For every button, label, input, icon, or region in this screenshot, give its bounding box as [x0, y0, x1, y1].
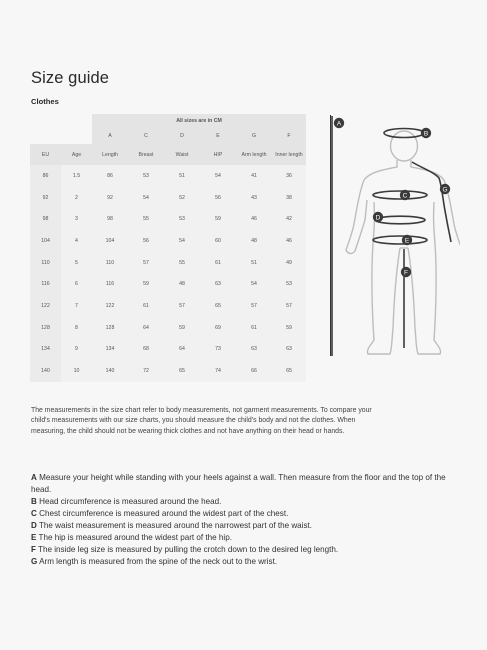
table-cell: 140 — [30, 360, 61, 382]
svg-text:E: E — [404, 237, 410, 245]
table-cell: 65 — [200, 295, 236, 317]
definition-b: B Head circumference is measured around the head. — [31, 497, 222, 506]
table-cell: 61 — [128, 295, 164, 317]
table-cell: 7 — [61, 295, 92, 317]
body-measurement-figure — [330, 112, 460, 362]
table-cell: 65 — [164, 360, 200, 382]
table-letter: D — [164, 128, 200, 144]
table-cell: 3 — [61, 208, 92, 230]
table-cell: 104 — [92, 230, 128, 252]
table-cell: 52 — [164, 187, 200, 209]
head-ring — [384, 129, 424, 138]
table-cell: 66 — [236, 360, 272, 382]
table-row — [30, 165, 306, 187]
table-cell: 1.5 — [61, 165, 92, 187]
table-cell: 60 — [200, 230, 236, 252]
table-cell: 42 — [272, 208, 306, 230]
svg-text:D: D — [375, 214, 381, 222]
table-cell: 72 — [128, 360, 164, 382]
table-row — [30, 230, 306, 252]
table-cell: 57 — [272, 295, 306, 317]
table-cell: 54 — [164, 230, 200, 252]
table-cell: 59 — [128, 273, 164, 295]
table-cell: 53 — [272, 273, 306, 295]
table-cell: 46 — [236, 208, 272, 230]
definition-d: D The waist measurement is measured around the narrowest part of the waist. — [31, 521, 313, 530]
page-title: Size guide — [31, 69, 110, 87]
table-row — [30, 187, 306, 209]
table-header: Inner length — [272, 144, 306, 165]
measurement-definitions — [31, 472, 461, 568]
marker-d — [373, 212, 383, 222]
table-cell: 5 — [61, 252, 92, 274]
definition-a: A Measure your height while standing with your heels against a wall. Then measure from the floor and the top of the head. — [31, 473, 446, 494]
table-letter: C — [128, 128, 164, 144]
table-cell: 2 — [61, 187, 92, 209]
table-cell: 63 — [272, 339, 306, 361]
table-cell: 59 — [200, 208, 236, 230]
table-cell: 68 — [128, 339, 164, 361]
table-header: Arm length — [236, 144, 272, 165]
table-header: Length — [92, 144, 128, 165]
svg-text:B: B — [423, 130, 429, 138]
table-cell: 4 — [61, 230, 92, 252]
definition-g: G Arm length is measured from the spine of the neck out to the wrist. — [31, 557, 278, 566]
table-row — [30, 339, 306, 361]
table-cell: 48 — [236, 230, 272, 252]
table-cell: 86 — [92, 165, 128, 187]
table-cell: 51 — [164, 165, 200, 187]
table-letter: F — [272, 128, 306, 144]
table-row — [30, 317, 306, 339]
table-cell: 51 — [236, 252, 272, 274]
table-cell: 134 — [30, 339, 61, 361]
table-row — [30, 360, 306, 382]
table-note-row — [30, 114, 306, 128]
table-cell: 110 — [30, 252, 61, 274]
definition-e: E The hip is measured around the widest part of the hip. — [31, 533, 232, 542]
table-header: HIP — [200, 144, 236, 165]
table-cell: 54 — [128, 187, 164, 209]
table-cell: 53 — [128, 165, 164, 187]
table-row — [30, 295, 306, 317]
svg-text:F: F — [404, 269, 408, 277]
table-cell: 38 — [272, 187, 306, 209]
table-cell: 63 — [200, 273, 236, 295]
table-cell: 69 — [200, 317, 236, 339]
table-cell: 74 — [200, 360, 236, 382]
table-cell: 122 — [30, 295, 61, 317]
table-header: Age — [61, 144, 92, 165]
table-cell: 57 — [128, 252, 164, 274]
table-cell: 10 — [61, 360, 92, 382]
table-cell: 116 — [30, 273, 61, 295]
table-letters-row — [30, 128, 306, 144]
table-note: All sizes are in CM — [92, 114, 306, 128]
table-cell: 92 — [30, 187, 61, 209]
table-cell: 104 — [30, 230, 61, 252]
table-cell: 55 — [128, 208, 164, 230]
table-cell: 57 — [164, 295, 200, 317]
table-cell: 41 — [236, 165, 272, 187]
table-cell: 128 — [30, 317, 61, 339]
table-cell: 98 — [30, 208, 61, 230]
table-row — [30, 208, 306, 230]
table-cell: 110 — [92, 252, 128, 274]
table-cell: 6 — [61, 273, 92, 295]
table-cell: 48 — [164, 273, 200, 295]
marker-e — [402, 235, 412, 245]
marker-a — [334, 118, 344, 128]
table-cell: 57 — [236, 295, 272, 317]
marker-f — [401, 267, 411, 277]
table-cell: 56 — [200, 187, 236, 209]
table-cell: 53 — [164, 208, 200, 230]
table-cell: 56 — [128, 230, 164, 252]
marker-c — [400, 190, 410, 200]
table-header: Breast — [128, 144, 164, 165]
table-letter: E — [200, 128, 236, 144]
table-cell: 92 — [92, 187, 128, 209]
table-cell: 9 — [61, 339, 92, 361]
svg-text:A: A — [336, 120, 342, 128]
table-cell: 86 — [30, 165, 61, 187]
marker-b — [421, 128, 431, 138]
table-letter: G — [236, 128, 272, 144]
svg-text:C: C — [402, 192, 408, 200]
table-cell: 61 — [200, 252, 236, 274]
table-letter: A — [92, 128, 128, 144]
size-table — [30, 114, 306, 382]
table-cell: 54 — [200, 165, 236, 187]
svg-text:G: G — [442, 186, 448, 194]
table-row — [30, 273, 306, 295]
table-cell: 63 — [236, 339, 272, 361]
table-cell: 122 — [92, 295, 128, 317]
table-cell: 61 — [236, 317, 272, 339]
table-cell: 73 — [200, 339, 236, 361]
definition-f: F The inside leg size is measured by pulling the crotch down to the desired leg length. — [31, 545, 339, 554]
table-cell: 36 — [272, 165, 306, 187]
table-cell: 59 — [164, 317, 200, 339]
table-row — [30, 252, 306, 274]
table-cell: 140 — [92, 360, 128, 382]
table-cell: 116 — [92, 273, 128, 295]
table-cell: 98 — [92, 208, 128, 230]
table-cell: 65 — [272, 360, 306, 382]
table-cell: 55 — [164, 252, 200, 274]
table-cell: 134 — [92, 339, 128, 361]
table-cell: 8 — [61, 317, 92, 339]
table-cell: 54 — [236, 273, 272, 295]
table-cell: 49 — [272, 252, 306, 274]
table-cell: 59 — [272, 317, 306, 339]
definition-c: C Chest circumference is measured around the widest part of the chest. — [31, 509, 289, 518]
section-subtitle: Clothes — [31, 97, 59, 106]
hip-ring — [373, 236, 427, 244]
measurement-note: The measurements in the size chart refer to body measurements, not garment measurements. To compare your child's measurements with our size charts, you should measure the child's body and not the clothes. When measuring, the child should not be wearing thick clothes and not have anything on their head or hands. — [31, 407, 372, 435]
arm-length-line — [412, 162, 451, 242]
table-cell: 128 — [92, 317, 128, 339]
table-cell: 43 — [236, 187, 272, 209]
table-header: EU — [30, 144, 61, 165]
table-header: Waist — [164, 144, 200, 165]
table-cell: 64 — [164, 339, 200, 361]
table-header-row — [30, 144, 306, 165]
marker-g — [440, 184, 450, 194]
table-cell: 64 — [128, 317, 164, 339]
table-cell: 46 — [272, 230, 306, 252]
